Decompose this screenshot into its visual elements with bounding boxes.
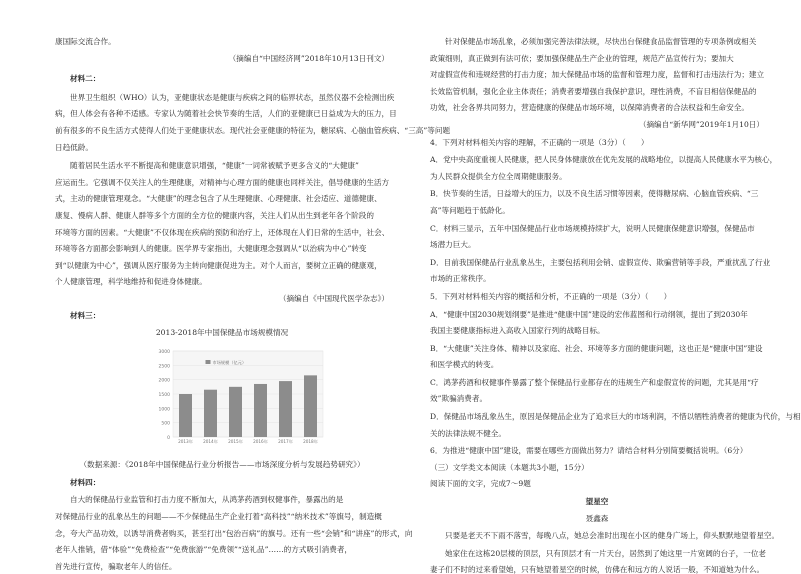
text-line: 康国际交流合作。	[55, 37, 116, 46]
x-tick-label: 2017年	[278, 439, 293, 445]
legend-label: 市场规模（亿元）	[212, 360, 247, 366]
source-note: （摘编自“中国经济网”2018年10月13日刊文）	[228, 53, 389, 63]
left-column	[55, 30, 451, 571]
text-line: 念，夸大产品功效，以诱导消费者购买，甚至打出“包治百病”的旗号。还有一些“会销”和“讲座”的形式，向	[55, 528, 413, 538]
option-b: B．快节奏的生活，日益增大的压力，以及不良生活习惯等因素，使得糖尿病、心脑血管疾病、“三	[430, 189, 759, 199]
instruction: 阅读下面的文字，完成7～9题	[430, 479, 531, 489]
y-tick-label: 1000	[158, 407, 170, 413]
text-line: 自大的保健品行业监管和打击力度不断加大，从鸿茅药酒到权健事件，暴露出的是	[70, 495, 344, 505]
bar	[254, 384, 267, 437]
text-line: 效”欺骗消费者。	[430, 394, 488, 404]
text-line: 政策细则，真正做到有法可依；要加强保健品生产企业的管理，规范产品宣传行为；要加大	[430, 53, 734, 63]
section-heading: （三）文学类文本阅读（本题共3小题，15分）	[430, 462, 589, 472]
text-line: 对虚假宣传和违规经营的打击力度；加大保健品市场的监督和管理力度，监督和打击违法行为；建立	[430, 70, 765, 80]
bar-chart	[55, 345, 389, 457]
text-line: 我国主要健康指标进入高收入国家行列的战略目标。	[430, 326, 605, 336]
source-note: （摘编自《中国现代医学杂志》）	[278, 293, 389, 303]
x-tick-label: 2018年	[303, 439, 318, 445]
text-line: 日趋低龄。	[55, 142, 93, 152]
bar	[279, 381, 292, 437]
y-tick-label: 1500	[158, 393, 170, 399]
right-column	[430, 30, 801, 574]
chart-area	[55, 345, 389, 457]
text-line: 对保健品行业的乱象丛生的问题——不少保健品生产企业打着“高科技”“纳米技术”等旗号，制造概	[55, 512, 382, 522]
text-line: 为人民群众提供全方位全周期健康服务。	[430, 171, 567, 181]
text-line: 市场的正常秩序。	[430, 274, 491, 284]
text-line: 针对保健品市场乱象，必须加强完善法律法规，尽快出台保健食品监督管理的专项条例或相关	[445, 37, 757, 46]
question: 5．下列对材料相关内容的概括和分析，不正确的一项是（3分）（ ）	[430, 291, 672, 301]
x-tick-label: 2014年	[203, 439, 218, 445]
x-tick-label: 2013年	[178, 439, 193, 445]
text-line: 高”等问题趋于低龄化。	[430, 205, 510, 215]
option-b: B．“大健康”关注身体、精神以及家庭、社会、环境等多方面的健康问题，这也正是“健康中国”建设	[430, 343, 763, 353]
text-line: 前有很多的不良生活方式使得人们处于亚健康状态。现代社会亚健康的特征为，糖尿病、心脑血管疾病、“三高”等问题	[55, 125, 451, 135]
option-d: D．保健品市场乱象丛生，原因是保健品企业为了追求巨大的市场利润，不惜以牺牲消费者的健康为代价，与相	[430, 412, 801, 422]
story-author: 聂鑫森	[585, 513, 609, 523]
text-line: 病，但人体会有各种不适感。专家认为随着社会快节奏的生活，人们的亚健康已日益成为大的压力，目	[55, 109, 397, 119]
option-d: D．目前我国保健品行业乱象丛生，主要包括利用会销、虚假宣传、欺骗营销等手段，严重扰乱了行业	[430, 257, 771, 267]
section-heading: 材料三：	[70, 310, 101, 320]
bar	[179, 394, 192, 437]
text-line: 她家住在这栋20层楼的顶层，只有顶层才有一片天台，居然到了她这里一片宽阔的台子，一位老	[445, 548, 767, 558]
source-note: （数据来源：《2018年中国保健品行业分析报告——市场深度分析与发展趋势研究》）	[79, 460, 365, 470]
text-line: 世界卫生组织（WHO）认为，亚健康状态是健康与疾病之间的临界状态，虽然仪器不会检测出疾	[70, 92, 395, 102]
option-c: C．鸿茅药酒和权健事件暴露了整个保健品行业都存在的违规生产和虚假宣传的问题，尤其是用“疗	[430, 377, 759, 387]
text-line: 妻子们不时的过来看望她，只有她望着星空的时候，仿佛在和远方的人说话一般，不知道她为什么。	[430, 565, 765, 574]
source-note: （摘编自“新华网”2019年1月10日）	[638, 119, 764, 129]
text-line: 随着居民生活水平不断提高和健康意识增强，“健康”一词常被赋予更多含义的“大健康”	[70, 161, 359, 171]
text-line: 关的法律法规不健全。	[430, 428, 506, 438]
bar	[229, 387, 242, 437]
question: 4．下列对材料相关内容的理解，不正确的一项是（3分）（ ）	[430, 137, 649, 147]
section-heading: 材料二：	[70, 74, 101, 84]
legend-swatch	[206, 360, 211, 364]
text-line: 功效，社会各界共同努力，营造健康的保健品市场环境，以保障消费者的合法权益和生命安全。	[430, 103, 749, 113]
text-line: 首先进行宣传，骗取老年人的信任。	[55, 561, 177, 571]
x-tick-label: 2015年	[228, 439, 243, 445]
y-tick-label: 500	[161, 421, 170, 427]
y-tick-label: 0	[167, 436, 170, 442]
text-line: 个人健康管理，科学地维持和促进身体健康。	[55, 277, 207, 287]
text-line: 只要是老天不下雨不落雪，每晚八点，她总会准时出现在小区的健身广场上，仰头默默地望着星空。	[445, 531, 780, 541]
text-line: 环境等方面的因素。“大健康”不仅体现在疾病的预防和治疗上，还体现在人们日常的生活中，社会、	[55, 227, 390, 237]
bar	[204, 390, 217, 437]
question: 6．为推进“健康中国”建设，需要在哪些方面做出努力？请结合材料分别简要概括说明。（6分）	[430, 446, 748, 456]
y-tick-label: 2500	[158, 364, 170, 370]
y-tick-label: 3000	[158, 350, 170, 356]
y-tick-label: 2000	[158, 378, 170, 384]
chart-title: 2013-2018年中国保健品市场规模情况	[155, 327, 289, 337]
text-line: 应运而生。它强调不仅关注人的生理健康，对精神与心理方面的健康也同样关注，倡导健康的生活方	[55, 177, 390, 187]
text-line: 环境等各方面都会影响到人的健康。医学界专家指出，大健康理念强调从“以治病为中心”转变	[55, 244, 367, 254]
text-line: 老年人推销，借“体验”“免费检查”“免费旅游”“免费领”“送礼品”……的方式吸引消费者，	[55, 545, 353, 555]
text-line: 长效监管机制，强化企业主体责任；消费者要增强自我保护意识，理性消费，不盲目相信保健品的	[430, 86, 757, 96]
option-c: C．材料三显示，五年中国保健品行业市场规模持续扩大，说明人民健康保健意识增强，保健品市	[430, 223, 755, 233]
bar	[304, 376, 317, 438]
text-line: 和医学模式的转变。	[430, 360, 499, 370]
option-a: A．“健康中国2030规划纲要”是推进“健康中国”建设的宏伟蓝图和行动纲领，提出了到2030年	[430, 309, 748, 319]
option-a: A．党中央高度重视人民健康，把人民身体健康放在优先发展的战略地位，以提高人民健康水平为核心，	[430, 155, 778, 165]
chart-block	[55, 327, 389, 458]
text-line: 式，主动的健康管理观念。“大健康”的理念包含了从生理健康、心理健康、社会适应、道德健康、	[55, 194, 382, 204]
text-line: 场潜力巨大。	[430, 240, 476, 250]
text-line: 到“以健康为中心”，强调从医疗服务为主转向健康促进为主。对个人而言，要树立正确的健康观，	[55, 260, 382, 270]
section-heading: 材料四：	[70, 477, 101, 487]
x-tick-label: 2016年	[253, 439, 268, 445]
text-line: 康复、慢病人群、健康人群等多个方面的全方位的健康内容，关注人们从出生到老年各个阶段的	[55, 210, 374, 220]
story-title: 望星空	[585, 497, 609, 507]
